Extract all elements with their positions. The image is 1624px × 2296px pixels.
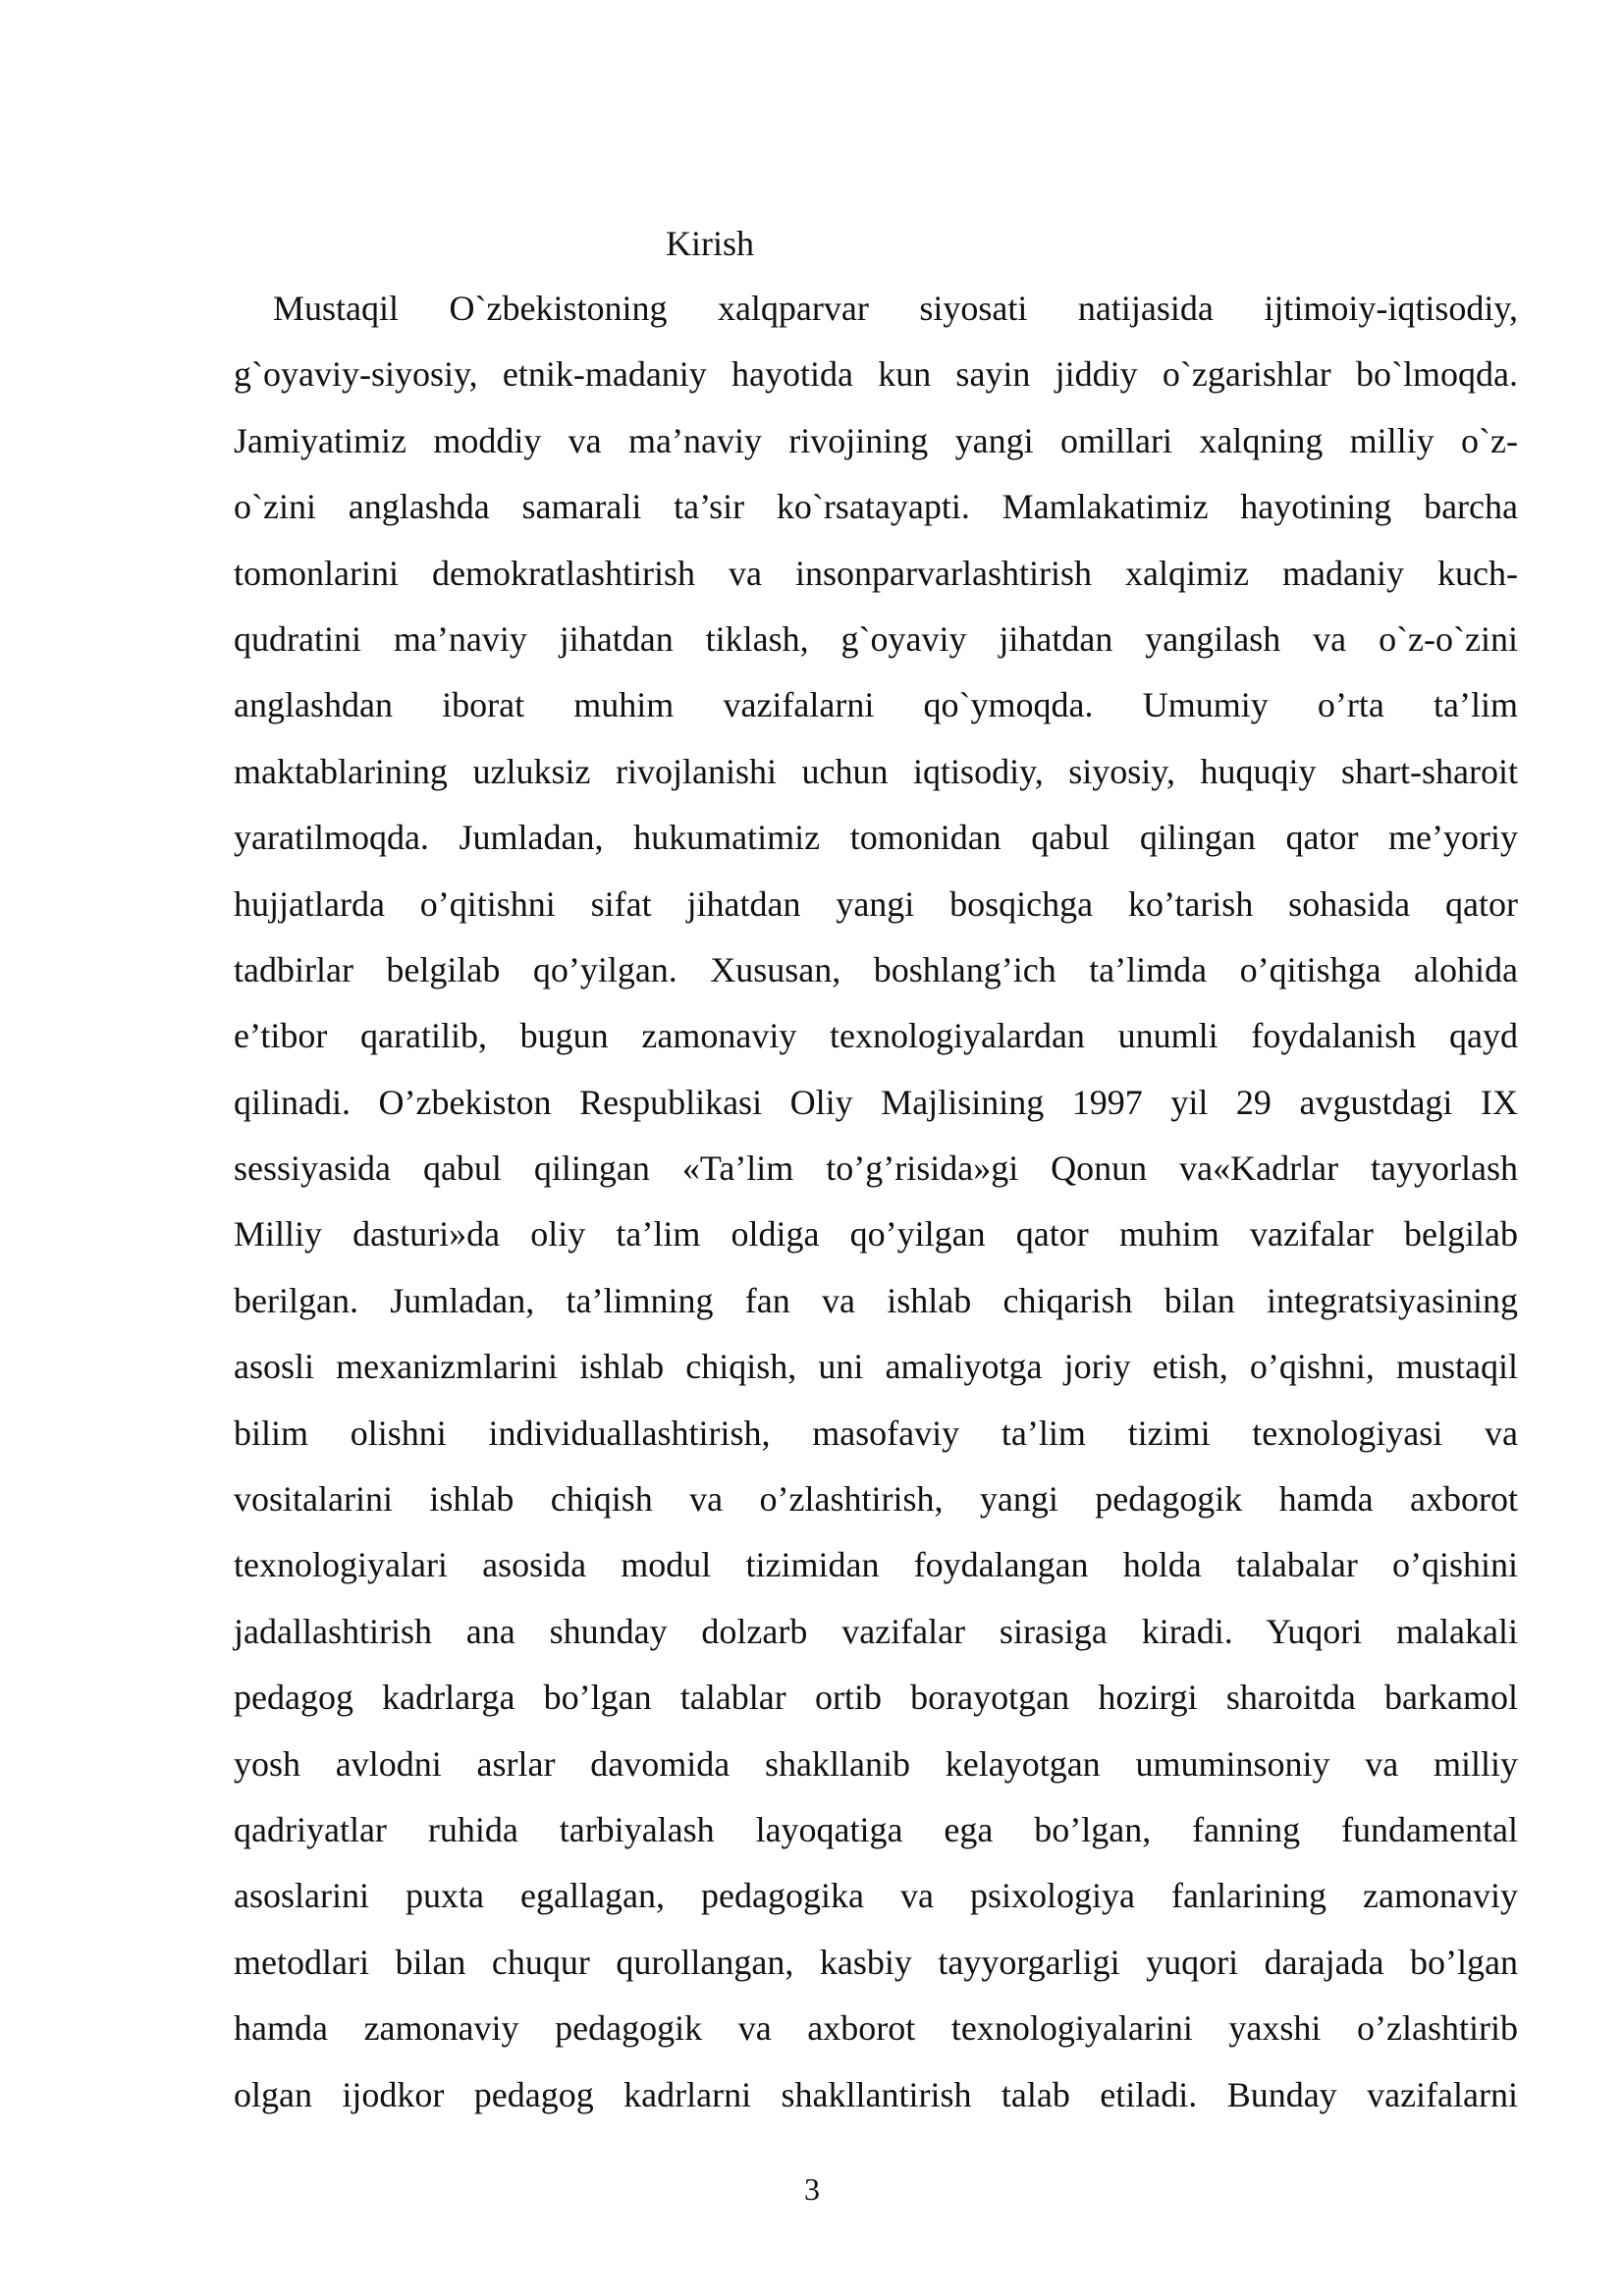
text-line: qadriyatlar ruhida tarbiyalash layoqatiga ega bo’lgan, fanning fundamental bbox=[234, 1809, 1518, 1849]
text-line: tadbirlar belgilab qo’yilgan. Xususan, boshlang’ich ta’limda o’qitishga alohida bbox=[234, 949, 1518, 989]
text-line: e’tibor qaratilib, bugun zamonaviy texnologiyalardan unumli foydalanish qayd bbox=[234, 1016, 1518, 1056]
text-line: asosli mexanizmlarini ishlab chiqish, uni amaliyotga joriy etish, o’qishni, mustaqil bbox=[234, 1347, 1518, 1387]
page-number: 3 bbox=[804, 2171, 820, 2207]
text-line: pedagog kadrlarga bo’lgan talablar ortib borayotgan hozirgi sharoitda barkamol bbox=[234, 1678, 1518, 1718]
text-line: texnologiyalari asosida modul tizimidan foydalangan holda talabalar o’qishini bbox=[234, 1545, 1518, 1585]
text-line: asoslarini puxta egallagan, pedagogika va psixologiya fanlarining zamonaviy bbox=[234, 1876, 1518, 1916]
text-line: yaratilmoqda. Jumladan, hukumatimiz tomonidan qabul qilingan qator me’yoriy bbox=[234, 818, 1518, 858]
text-line: metodlari bilan chuqur qurollangan, kasbiy tayyorgarligi yuqori darajada bo’lgan bbox=[234, 1942, 1518, 1982]
text-line: sessiyasida qabul qilingan «Ta’lim to’g’risida»gi Qonun va«Kadrlar tayyorlash bbox=[234, 1148, 1518, 1189]
text-line: berilgan. Jumladan, ta’limning fan va ishlab chiqarish bilan integratsiyasining bbox=[234, 1280, 1518, 1320]
body-paragraph bbox=[234, 283, 1518, 2135]
text-line: Mustaqil O`zbekistoning xalqparvar siyosati natijasida ijtimoiy-iqtisodiy, bbox=[273, 289, 1518, 328]
text-line: vositalarini ishlab chiqish va o’zlashtirish, yangi pedagogik hamda axborot bbox=[234, 1479, 1518, 1520]
text-line: Jamiyatimiz moddiy va ma’naviy rivojining yangi omillari xalqning milliy o`z- bbox=[234, 420, 1518, 460]
text-line: qudratini ma’naviy jihatdan tiklash, g`oyaviy jihatdan yangilash va o`z-o`zini bbox=[234, 618, 1518, 659]
section-heading: Kirish bbox=[666, 224, 754, 263]
text-line: olgan ijodkor pedagog kadrlarni shakllantirish talab etiladi. Bunday vazifalarni bbox=[234, 2074, 1518, 2114]
text-line: g`oyaviy-siyosiy, etnik-madaniy hayotida kun sayin jiddiy o`zgarishlar bo`lmoqda. bbox=[234, 354, 1518, 395]
text-line: hamda zamonaviy pedagogik va axborot texnologiyalarini yaxshi o’zlashtirib bbox=[234, 2008, 1518, 2049]
text-line: bilim olishni individuallashtirish, masofaviy ta’lim tizimi texnologiyasi va bbox=[234, 1413, 1518, 1453]
text-line: o`zini anglashda samarali ta’sir ko`rsatayapti. Mamlakatimiz hayotining barcha bbox=[234, 487, 1518, 527]
text-line: jadallashtirish ana shunday dolzarb vazifalar sirasiga kiradi. Yuqori malakali bbox=[234, 1611, 1518, 1651]
text-line: yosh avlodni asrlar davomida shakllanib kelayotgan umuminsoniy va milliy bbox=[234, 1743, 1518, 1784]
text-line: Milliy dasturi»da oliy ta’lim oldiga qo’yilgan qator muhim vazifalar belgilab bbox=[234, 1214, 1518, 1255]
text-line: tomonlarini demokratlashtirish va insonparvarlashtirish xalqimiz madaniy kuch- bbox=[234, 553, 1518, 593]
text-line: qilinadi. O’zbekiston Respublikasi Oliy Majlisining 1997 yil 29 avgustdagi IX bbox=[234, 1082, 1518, 1122]
text-line: anglashdan iborat muhim vazifalarni qo`ymoqda. Umumiy o’rta ta’lim bbox=[234, 685, 1518, 725]
text-line: maktablarining uzluksiz rivojlanishi uchun iqtisodiy, siyosiy, huquqiy shart-sharoit bbox=[234, 751, 1518, 791]
text-line: hujjatlarda o’qitishni sifat jihatdan yangi bosqichga ko’tarish sohasida qator bbox=[234, 883, 1518, 924]
